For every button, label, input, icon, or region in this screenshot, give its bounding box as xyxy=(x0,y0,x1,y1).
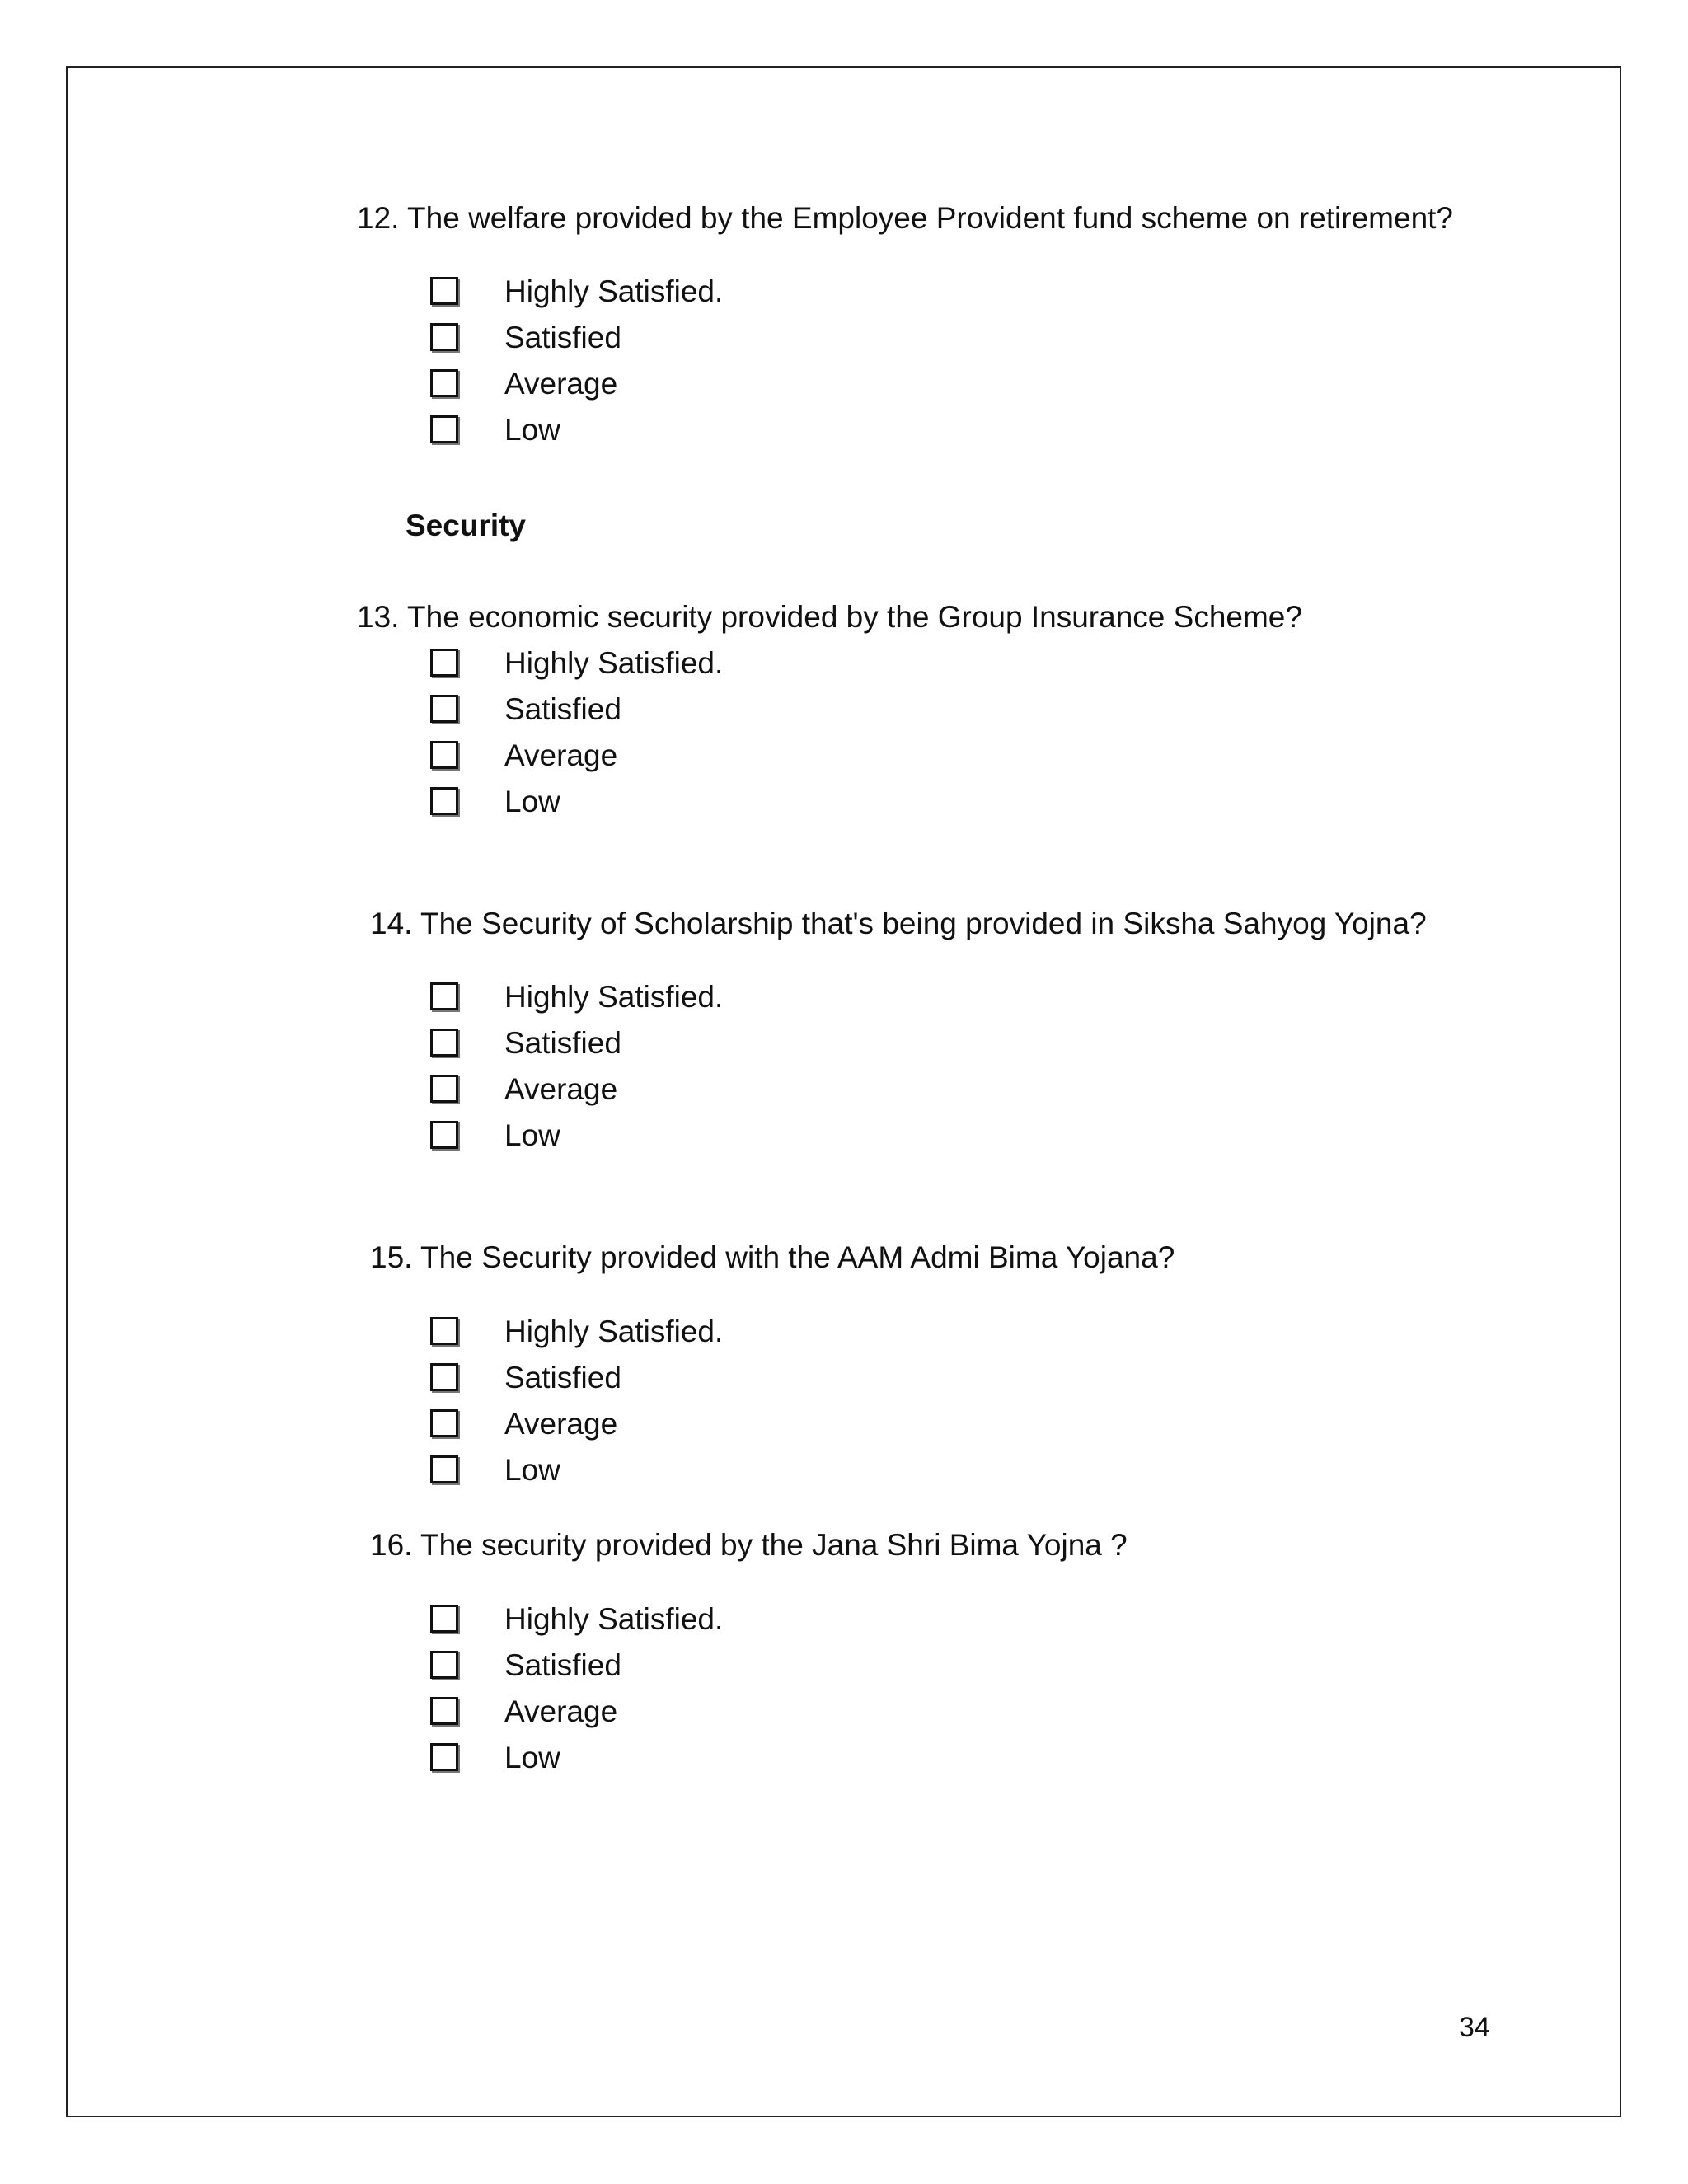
option-label: Satisfied xyxy=(504,692,621,726)
question-15 xyxy=(370,1240,1175,1276)
option-label: Highly Satisfied. xyxy=(504,1315,724,1348)
option-label: Average xyxy=(504,1407,618,1441)
option-label: Highly Satisfied. xyxy=(504,274,724,308)
question-13 xyxy=(357,599,1302,635)
question-text: 12. The welfare provided by the Employee Provident fund scheme on retirement? xyxy=(357,201,1454,235)
checkbox-icon[interactable] xyxy=(430,323,458,351)
option-label: Average xyxy=(504,367,618,401)
option-label: Average xyxy=(504,1072,618,1106)
checkbox-icon[interactable] xyxy=(430,695,458,723)
checkbox-icon[interactable] xyxy=(430,741,458,769)
option-label: Low xyxy=(504,1118,560,1152)
question-14 xyxy=(370,906,1427,942)
question-16 xyxy=(370,1527,1128,1563)
option-label: Average xyxy=(504,1694,618,1728)
option-label: Highly Satisfied. xyxy=(504,980,724,1014)
option-label: Highly Satisfied. xyxy=(504,1602,724,1636)
question-text: 15. The Security provided with the AAM Admi Bima Yojana? xyxy=(370,1240,1175,1274)
checkbox-icon[interactable] xyxy=(430,1075,458,1103)
option-label: Highly Satisfied. xyxy=(504,646,724,680)
section-heading: Security xyxy=(406,509,527,542)
checkbox-icon[interactable] xyxy=(430,649,458,677)
checkbox-icon[interactable] xyxy=(430,1029,458,1057)
option-label: Low xyxy=(504,413,560,447)
checkbox-icon[interactable] xyxy=(430,1317,458,1345)
option-label: Satisfied xyxy=(504,1026,621,1060)
checkbox-icon[interactable] xyxy=(430,1121,458,1149)
question-12 xyxy=(357,200,1453,237)
checkbox-icon[interactable] xyxy=(430,1697,458,1725)
question-text: 13. The economic security provided by the Group Insurance Scheme? xyxy=(357,600,1302,634)
page-number: 34 xyxy=(1459,2012,1490,2043)
option-label: Low xyxy=(504,1741,560,1774)
checkbox-icon[interactable] xyxy=(430,369,458,397)
checkbox-icon[interactable] xyxy=(430,1409,458,1437)
checkbox-icon[interactable] xyxy=(430,1455,458,1483)
option-label: Satisfied xyxy=(504,1361,621,1394)
checkbox-icon[interactable] xyxy=(430,277,458,305)
checkbox-icon[interactable] xyxy=(430,1605,458,1633)
option-label: Low xyxy=(504,1453,560,1487)
checkbox-icon[interactable] xyxy=(430,415,458,443)
option-label: Average xyxy=(504,738,618,772)
checkbox-icon[interactable] xyxy=(430,982,458,1010)
option-label: Satisfied xyxy=(504,321,621,354)
page-border xyxy=(66,66,1621,2117)
question-text: 14. The Security of Scholarship that's being provided in Siksha Sahyog Yojna? xyxy=(370,907,1427,940)
checkbox-icon[interactable] xyxy=(430,1651,458,1679)
option-label: Low xyxy=(504,785,560,818)
option-label: Satisfied xyxy=(504,1648,621,1682)
checkbox-icon[interactable] xyxy=(430,1363,458,1391)
checkbox-icon[interactable] xyxy=(430,1743,458,1771)
checkbox-icon[interactable] xyxy=(430,787,458,815)
question-text: 16. The security provided by the Jana Shri Bima Yojna ? xyxy=(370,1528,1128,1562)
